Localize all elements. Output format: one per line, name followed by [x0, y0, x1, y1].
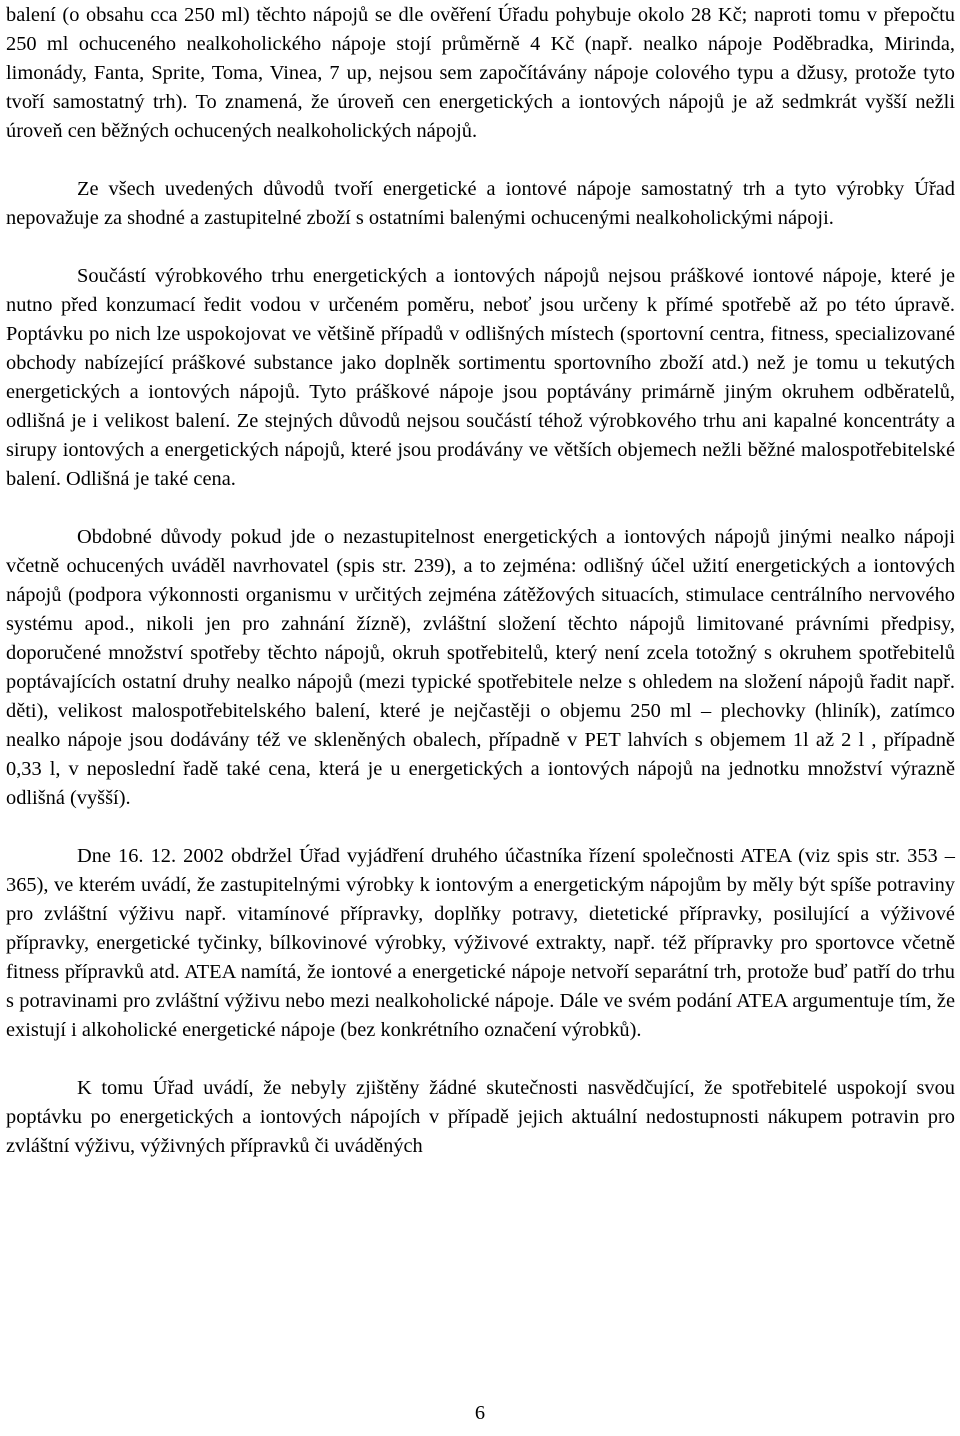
- paragraph-similar-reasons: Obdobné důvody pokud jde o nezastupitelnost energetických a iontových nápojů jinými nealko nápoji včetně ochucených uváděl navrhovatel (spis str. 239), a to zejména: odlišný účel užití energetických a iontových nápojů (podpora výkonnosti organismu v určitých zejména zátěžových situacích, stimulace centrálního nervového systému apod., nikoli jen pro zahnání žízně), zvláštní složení těchto nápojů limitované právními předpisy, doporučené množství spotřeby těchto nápojů, okruh spotřebitelů, který není zcela totožný s okruhem spotřebitelů poptávajících ostatní druhy nealko nápojů (mezi typické spotřebitele nelze s ohledem na složení nápojů řadit např. děti), velikost malospotřebitelského balení, které je nejčastěji o objemu 250 ml – plechovky (hliník), zatímco nealko nápoje jsou dodávány též ve skleněných obalech, případně v PET lahvích s objemem 1l až 2 l , případně 0,33 l, v neposlední řadě také cena, která je u energetických a iontových nápojů na jednotku množství výrazně odlišná (vyšší).: [6, 526, 955, 809]
- paragraph-office-response: K tomu Úřad uvádí, že nebyly zjištěny žádné skutečnosti nasvědčující, že spotřebitelé uspokojí svou poptávku po energetických a iontových nápojích v případě jejich aktuální nedostupnosti nákupem potravin pro zvláštní výživu, výživných přípravků či uváděných: [6, 1077, 955, 1157]
- paragraph-powder-drinks: Součástí výrobkového trhu energetických a iontových nápojů nejsou práškové iontové nápoje, které je nutno před konzumací ředit vodou v určeném poměru, neboť jsou určeny k přímé spotřebě až po této úpravě. Poptávku po nich lze uspokojovat ve většině případů v odlišných místech (sportovní centra, fitness, specializované obchody nabízející práškové substance jako doplněk sortimentu sportovního zboží atd.) než je tomu u tekutých energetických a iontových nápojů. Tyto práškové nápoje jsou poptávány primárně jiným okruhem odběratelů, odlišná je i velikost balení. Ze stejných důvodů nejsou součástí téhož výrobkového trhu ani kapalné koncentráty a sirupy iontových a energetických nápojů, které jsou prodávány ve větších objemech nežli běžné malospotřebitelské balení. Odlišná je také cena.: [6, 265, 955, 490]
- paragraph-atea-statement: Dne 16. 12. 2002 obdržel Úřad vyjádření druhého účastníka řízení společnosti ATEA (viz spis str. 353 – 365), ve kterém uvádí, že zastupitelnými výrobky k iontovým a energetickým nápojům by měly být spíše potraviny pro zvláštní výživu např. vitamínové přípravky, doplňky potravy, dietetické přípravky, posilující a výživové přípravky, energetické tyčinky, bílkovinové výrobky, výživové extrakty, např. též přípravky pro sportovce včetně fitness přípravků atd. ATEA namítá, že iontové a energetické nápoje netvoří separátní trh, protože buď patří do trhu s potravinami pro zvláštní výživu nebo mezi nealkoholické nápoje. Dále ve svém podání ATEA argumentuje tím, že existují i alkoholické energetické nápoje (bez konkrétního označení výrobků).: [6, 845, 955, 1041]
- paragraph-separate-market: Ze všech uvedených důvodů tvoří energetické a iontové nápoje samostatný trh a tyto výrobky Úřad nepovažuje za shodné a zastupitelné zboží s ostatními balenými ochucenými nealkoholickými nápoji.: [6, 178, 955, 229]
- document-page: [6, 0, 955, 1161]
- page-number: 6: [474, 1402, 486, 1424]
- paragraph-price-comparison: balení (o obsahu cca 250 ml) těchto nápojů se dle ověření Úřadu pohybuje okolo 28 Kč; naproti tomu v přepočtu 250 ml ochuceného nealkoholického nápoje stojí průměrně 4 Kč (např. nealko nápoje Poděbradka, Mirinda, limonády, Fanta, Sprite, Toma, Vinea, 7 up, nejsou sem započítávány nápoje colového typu a džusy, protože tyto tvoří samostatný trh). To znamená, že úroveň cen energetických a iontových nápojů je až sedmkrát vyšší nežli úroveň cen běžných ochucených nealkoholických nápojů.: [6, 4, 955, 142]
